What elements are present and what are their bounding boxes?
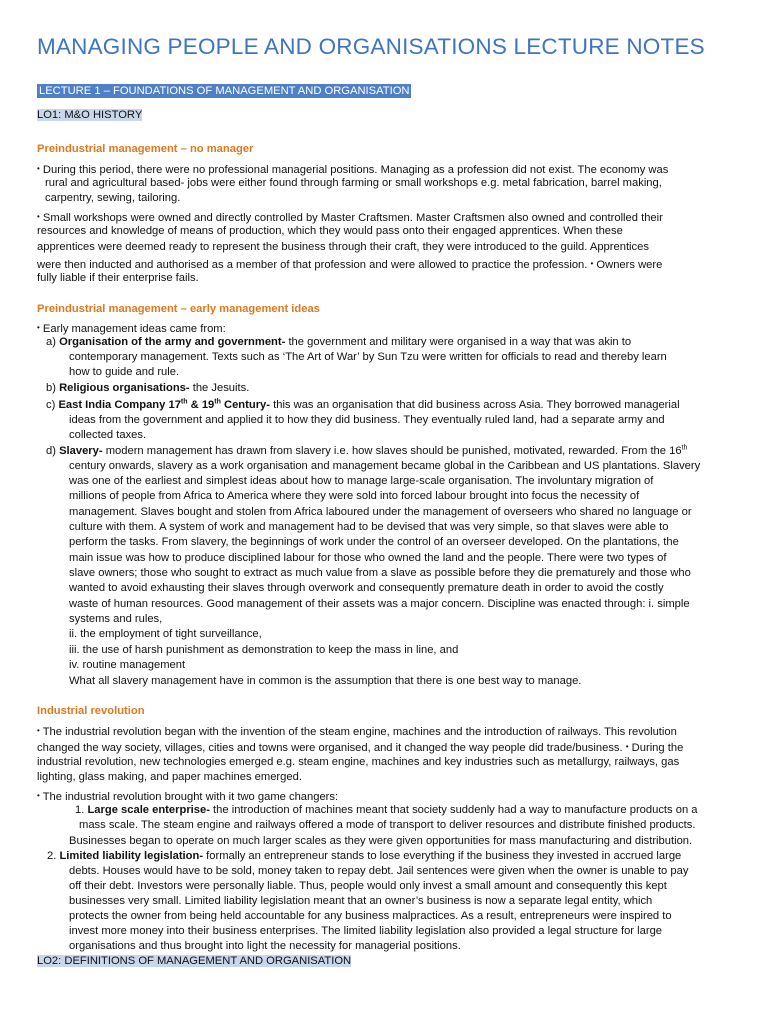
list-item-line: waste of human resources. Good management of their assets was a major concern. Discipline was enacted through: i. simple [69, 598, 690, 610]
list-item-line: millions of people from Africa to America where they were sold into forced labour brought into focus the necessity of [69, 490, 640, 502]
list-item-line: What all slavery management have in common is the assumption that there is one best way to manage. [69, 675, 582, 687]
paragraph-line: • Small workshops were owned and directly controlled by Master Craftsmen. Master Craftsmen also owned and controlled their [37, 212, 663, 224]
lecture-heading-text: LECTURE 1 – FOUNDATIONS OF MANAGEMENT AND ORGANISATION [39, 85, 410, 97]
list-item-line: perform the tasks. From slavery, the beginnings of work under the control of an overseer developed. On the plantations, the [69, 536, 679, 548]
paragraph-line: • During this period, there were no professional managerial positions. Managing as a profession did not exist. The economy was [37, 164, 669, 176]
section-heading-preindustrial-early-ideas: Preindustrial management – early management ideas [37, 303, 320, 315]
section-heading-preindustrial-no-manager: Preindustrial management – no manager [37, 143, 254, 155]
list-item-line: century onwards, slavery as a work organisation and management became global in the Caribbean and US plantations. Slavery [69, 460, 701, 472]
list-item-b: b) Religious organisations- the Jesuits. [46, 382, 250, 394]
bullet-icon: • [37, 164, 40, 173]
numbered-item-1: 1. Large scale enterprise- the introduction of machines meant that society suddenly had a way to manufacture products on a [75, 804, 698, 816]
bullet-icon: • [37, 791, 40, 800]
paragraph-line: rural and agricultural based- jobs were either found through farming or small workshops e.g. metal fabrication, barrel making, [45, 177, 662, 189]
document-title: MANAGING PEOPLE AND ORGANISATIONS LECTURE NOTES [37, 34, 705, 59]
list-item-line: iv. routine management [69, 659, 186, 671]
paragraph-line: • The industrial revolution brought with it two game changers: [37, 791, 339, 803]
bullet-icon: • [37, 323, 40, 332]
list-item-line: contemporary management. Texts such as ‘The Art of War’ by Sun Tzu were written for officials to read and thereby learn [69, 351, 667, 363]
paragraph-line: lighting, glass making, and paper machines emerged. [37, 771, 302, 783]
list-item-d: d) Slavery- modern management has drawn from slavery i.e. how slaves should be punished, motivated, rewarded. From the 16th [46, 444, 688, 457]
lo1-heading [37, 108, 142, 123]
list-item-line: ideas from the government and applied it to how they did business. They eventually ruled land, had a separate army and [69, 414, 665, 426]
list-item-line: debts. Houses would have to be sold, money taken to repay debt. Jail sentences were given when the owner is unable to pay [69, 865, 689, 877]
bullet-icon: • [37, 726, 40, 735]
paragraph-line: • The industrial revolution began with the invention of the steam engine, machines and the introduction of railways. This revolution [37, 726, 677, 738]
list-item-line: how to guide and rule. [69, 366, 180, 378]
section-heading-industrial-revolution: Industrial revolution [37, 705, 145, 717]
list-item-line: businesses very small. Limited liability legislation meant that an owner’s business is now a separate legal entity, which [69, 895, 653, 907]
list-item-line: off their debt. Investors were personally liable. Thus, people would only invest a small amount and consequently this kept [69, 880, 667, 892]
paragraph-line: • Early management ideas came from: [37, 323, 226, 335]
paragraph-line: apprentices were deemed ready to represent the business through their craft, they were introduced to the guild. Apprentices [37, 241, 649, 253]
list-item-line: was one of the earliest and simplest ideas about how to manage large-scale organisation. The involuntary migration of [69, 475, 654, 487]
list-item-a: a) Organisation of the army and government- the government and military were organised in a way that was akin to [46, 336, 632, 348]
lo2-heading [37, 954, 351, 969]
paragraph-line: were then inducted and authorised as a member of that profession and were allowed to practice the profession. • Owners were [37, 259, 663, 271]
list-item-line: culture with them. A system of work and management had to be devised that was very simple, so that slaves were able to [69, 521, 669, 533]
list-item-line: systems and rules, [69, 613, 163, 625]
list-item-line: mass scale. The steam engine and railways offered a mode of transport to deliver resources and distribute finished products. [79, 819, 696, 831]
list-item-line: Businesses began to operate on much larger scales as they were given opportunities for mass manufacturing and distribution. [69, 835, 693, 847]
list-item-line: iii. the use of harsh punishment as demonstration to keep the mass in line, and [69, 644, 459, 656]
list-item-line: ii. the employment of tight surveillance, [69, 628, 262, 640]
bullet-icon: • [37, 212, 40, 221]
paragraph-line: industrial revolution, new technologies emerged e.g. steam engine, machines and key industries such as metallurgy, railways, gas [37, 756, 680, 768]
list-item-line: protects the owner from being held accountable for any business malpractices. As a result, entrepreneurs were inspired to [69, 910, 672, 922]
paragraph-line: carpentry, sewing, tailoring. [45, 192, 181, 204]
paragraph-line: fully liable if their enterprise fails. [37, 272, 199, 284]
lecture-heading [37, 84, 411, 99]
list-item-line: wanted to avoid exhausting their slaves through overwork and consequently premature death in order to avoid the costly [69, 582, 664, 594]
lo2-heading-text: LO2: DEFINITIONS OF MANAGEMENT AND ORGANISATION [37, 955, 352, 967]
numbered-item-2: 2. Limited liability legislation- formally an entrepreneur stands to lose everything if the business they invested in accrued large [47, 850, 682, 862]
list-item-line: main issue was how to produce disciplined labour for those who owned the land and the people. There were two types of [69, 552, 667, 564]
paragraph-line: changed the way society, villages, cities and towns were organised, and it changed the way people did trade/business. • During the [37, 742, 684, 754]
list-item-line: organisations and thus brought into light the necessity for managerial positions. [69, 940, 461, 952]
list-item-c: c) East India Company 17th & 19th Century- this was an organisation that did business across Asia. They borrowed managerial [46, 398, 680, 411]
paragraph-line: resources and knowledge of means of production, which they would pass onto their engaged apprentices. When these [37, 225, 623, 237]
list-item-line: management. Slaves bought and stolen from Africa laboured under the management of overseers who shared no language or [69, 506, 692, 518]
list-item-line: invest more money into their business enterprises. The limited liability legislation also provided a legal structure for large [69, 925, 663, 937]
bullet-icon: • [625, 742, 629, 751]
list-item-line: collected taxes. [69, 429, 147, 441]
lo1-heading-text: LO1: M&O HISTORY [37, 109, 143, 121]
bullet-icon: • [590, 259, 594, 268]
list-item-line: slave owners; those who sought to extract as much value from a slave as possible before they die prematurely and those who [69, 567, 691, 579]
